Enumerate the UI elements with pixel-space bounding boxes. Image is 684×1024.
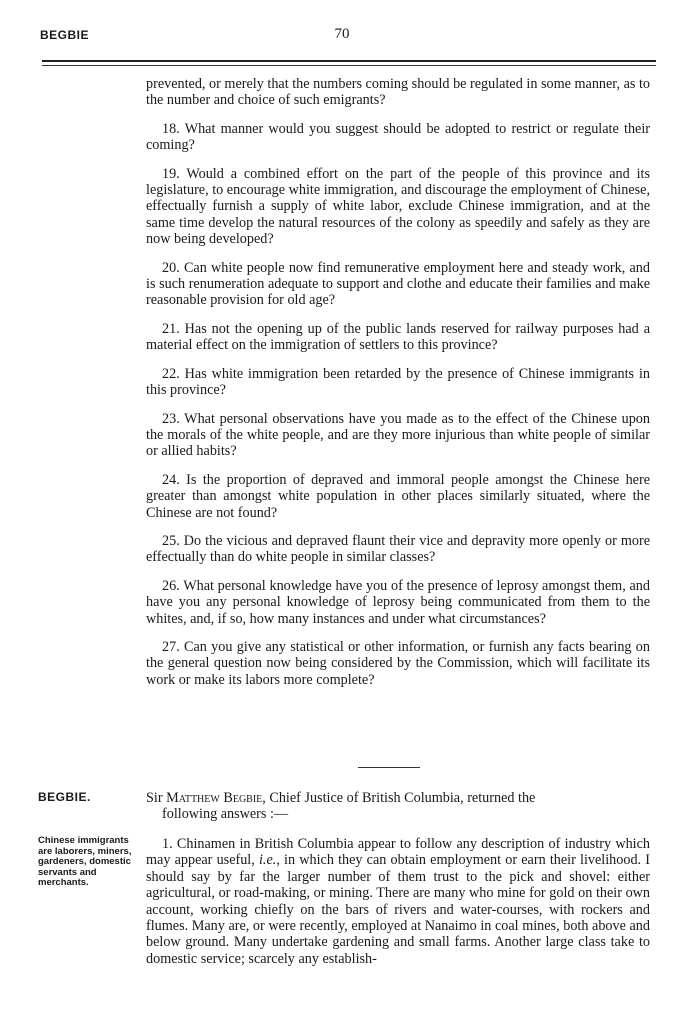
witness-description: , Chief Justice of British Columbia, returned the [262, 790, 536, 806]
question-20: 20. Can white people now find remunerative employment here and steady work, and is such renumeration adequate to support and clothe and educate their families and make reasonable provision for old age? [146, 259, 650, 309]
question-21: 21. Has not the opening up of the public lands reserved for railway purposes had a material effect on the immigration of settlers to this province? [146, 320, 650, 354]
page-header [40, 28, 644, 48]
witness-intro [146, 790, 650, 823]
header-rule-thin [42, 65, 656, 66]
question-25: 25. Do the vicious and depraved flaunt their vice and depravity more openly or more effectually than do white people in similar classes? [146, 532, 650, 566]
witness-intro-continuation: following answers :— [162, 806, 289, 823]
margin-note: Chinese immigrants are laborers, miners, gardeners, domestic servants and merchants. [38, 835, 132, 888]
question-18: 18. What manner would you suggest should be adopted to restrict or regulate their coming? [146, 120, 650, 154]
question-19: 19. Would a combined effort on the part of the people of this province and its legislature, to encourage white immigration, and discourage the employment of Chinese, effectually furnish a supply of white labor, exclude Chinese immigration, and at the same time develop the natural resources of the colony as speedily and safely as they are now being developed? [146, 165, 650, 248]
witness-side-name: BEGBIE. [38, 790, 91, 804]
answer-part-1: 1. Chinamen in British Columbia appear to follow any description of industry which may appear useful, [146, 836, 650, 869]
questions-column [146, 76, 650, 700]
question-continuation: prevented, or merely that the numbers coming should be regulated in some manner, as to the number and choice of such emigrants? [146, 76, 650, 109]
page-number: 70 [334, 26, 350, 42]
question-26: 26. What personal knowledge have you of the presence of leprosy amongst them, and have you any personal knowledge of leprosy being communicated from them to the whites, and, if so, how many instances and under what circumstances? [146, 577, 650, 627]
question-23: 23. What personal observations have you made as to the effect of the Chinese upon the morals of the white people, and are they more injurious than white people of similar or allied habits? [146, 410, 650, 460]
witness-title-prefix: Sir [146, 790, 163, 806]
witness-intro-line [146, 790, 650, 806]
question-27: 27. Can you give any statistical or other information, or furnish any facts bearing on the general question now being considered by the Commission, which will facilitate its work or make its labors more complete? [146, 638, 650, 688]
question-24: 24. Is the proportion of depraved and immoral people amongst the Chinese here greater than amongst white population in other places similarly situated, where the Chinese are not found? [146, 471, 650, 521]
running-head: BEGBIE [40, 28, 90, 42]
answer-1 [146, 836, 650, 967]
answer-ie: i.e. [258, 852, 277, 869]
section-separator [358, 767, 420, 768]
header-rule-thick [42, 60, 656, 62]
witness-name: Matthew Begbie [166, 790, 263, 806]
question-22: 22. Has white immigration been retarded by the presence of Chinese immigrants in this province? [146, 365, 650, 399]
answer-part-2: , in which they can obtain employment or earn their livelihood. I should say by far the larger number of them trust to the pick and shovel: either agricultural, or road-making, or mining. There are many who mine for gold on their own account, working chiefly on the bars of rivers and water-courses, with rockers and flumes. Many are, or were recently, employed at Nanaimo in coal mines, both above and below ground. Many undertake gardening and small farms. Another large class take to domestic service; scarcely any establish- [146, 852, 650, 967]
